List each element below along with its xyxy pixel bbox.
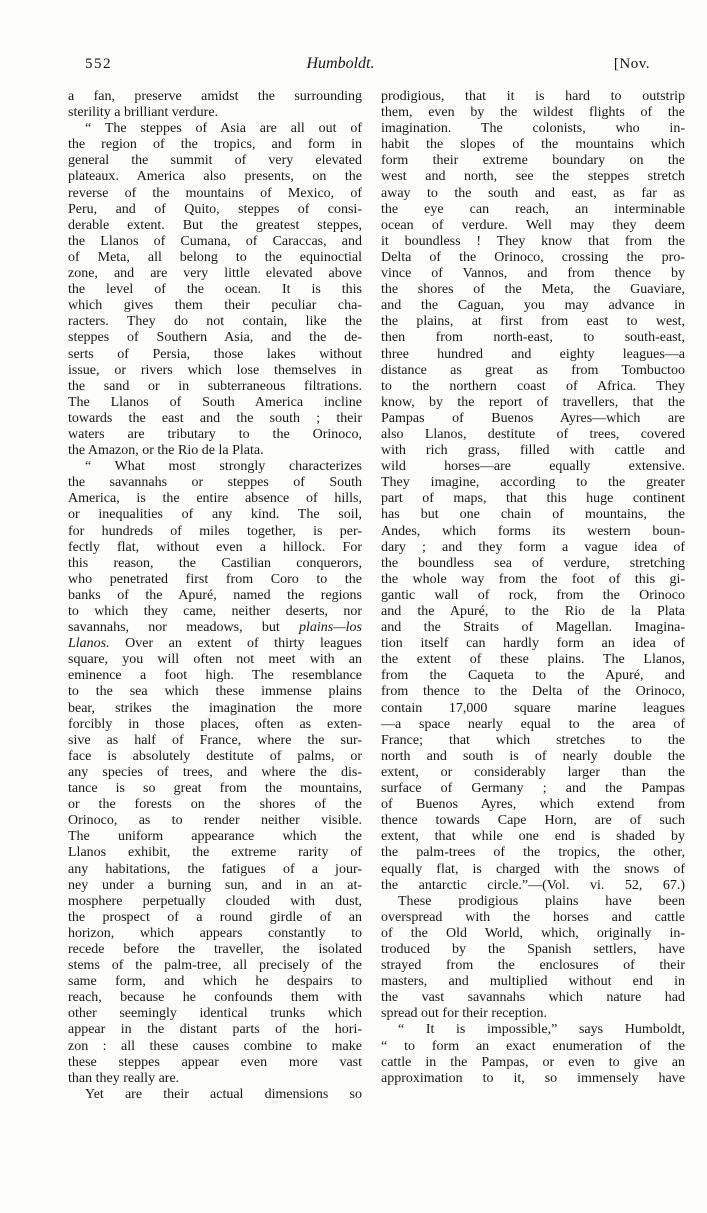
text-line: them, even by the wildest flights of the — [381, 105, 685, 121]
text-line: stems of the palm-tree, all precisely of the — [68, 958, 362, 974]
text-line: the extent of these plains. The Llanos, — [381, 652, 685, 668]
text-line: and the Straits of Magellan. Imagina- — [381, 620, 685, 636]
text-line: the whole way from the foot of this gi- — [381, 571, 685, 587]
page-number: 552 — [85, 56, 112, 72]
text-line: sive as half of France, where the sur- — [68, 732, 362, 748]
text-line: Yet are their actual dimensions so — [85, 1086, 362, 1102]
text-line: distance as great as from Tombuctoo — [381, 362, 685, 378]
text-line: recede before the traveller, the isolated — [68, 941, 362, 957]
text-line: away to the south and east, as far as — [381, 185, 685, 201]
text-line: has but one chain of mountains, the — [381, 507, 685, 523]
text-line: same form, and which he despairs to — [68, 974, 362, 990]
text-line: “ It is impossible,” says Humboldt, — [398, 1022, 685, 1038]
issue-label: [Nov. — [613, 56, 650, 72]
text-line: for hundreds of miles together, is per- — [68, 523, 362, 539]
text-line: bear, strikes the imagination the more — [68, 700, 362, 716]
text-line: Andes, which forms its western boun- — [381, 523, 685, 539]
text-line: Pampas of Buenos Ayres—which are — [381, 410, 685, 426]
text-line: with rich grass, filled with cattle and — [381, 443, 685, 459]
text-line: to the sea which these immense plains — [68, 684, 362, 700]
right-column — [381, 89, 685, 1103]
text-line: “ to form an exact enumeration of the — [381, 1038, 685, 1054]
text-line: the vast savannahs which nature had — [381, 990, 685, 1006]
text-line: Delta of the Orinoco, crossing the pro- — [381, 249, 685, 265]
text-line: ney under a burning sun, and in an at- — [68, 877, 362, 893]
text-line: three hundred and eighty leagues—a — [381, 346, 685, 362]
text-line: sterility a brilliant verdure. — [68, 105, 219, 121]
text-line: tion itself can hardly form an idea of — [381, 636, 685, 652]
text-line: The Llanos of South America incline — [68, 394, 362, 410]
text-line: eminence a foot high. The resemblance — [68, 668, 362, 684]
text-line: troduced by the Spanish settlers, have — [381, 941, 685, 957]
text-line: derable extent. But the greatest steppes, — [68, 217, 362, 233]
text-line: thence towards Cape Horn, are of such — [381, 813, 685, 829]
text-line: overspread with the horses and cattle — [381, 909, 685, 925]
text-line: the region of the tropics, and form in — [68, 137, 362, 153]
text-line: tance is so great from the mountains, — [68, 781, 362, 797]
text-line: extent, that while one end is shaded by — [381, 829, 685, 845]
page-header — [0, 0, 707, 72]
text-line: France; that which stretches to the — [381, 732, 685, 748]
text-line: the Amazon, or the Rio de la Plata. — [68, 443, 264, 459]
text-line: They imagine, according to the greater — [381, 475, 685, 491]
text-line: to the northern coast of Africa. They — [381, 378, 685, 394]
text-line: the boundless sea of verdure, stretching — [381, 555, 685, 571]
text-line: than they really are. — [68, 1070, 180, 1086]
text-line: the sand or in subterraneous filtrations. — [68, 378, 362, 394]
text-line: extent, or considerably larger than the — [381, 764, 685, 780]
running-title: Humboldt. — [306, 55, 375, 72]
text-line: the level of the ocean. It is this — [68, 282, 362, 298]
text-line: the prospect of a round girdle of an — [68, 909, 362, 925]
text-line: the antarctic circle.”—(Vol. vi. 52, 67.) — [381, 877, 685, 893]
text-line: which gives them their peculiar cha- — [68, 298, 362, 314]
text-line: of the Old World, which, originally in- — [381, 925, 685, 941]
text-line: habit the slopes of the mountains which — [381, 137, 685, 153]
text-line: or the forests on the shores of the — [68, 797, 362, 813]
text-line: spread out for their reception. — [381, 1006, 547, 1022]
text-line: this reason, the Castilian conquerors, — [68, 555, 362, 571]
text-line: who penetrated first from Coro to the — [68, 571, 362, 587]
text-line: also Llanos, destitute of trees, covered — [381, 426, 685, 442]
text-line: and the Caguan, you may advance in — [381, 298, 685, 314]
text-line: dary ; and they form a vague idea of — [381, 539, 685, 555]
text-line: square, you will often not meet with an — [68, 652, 362, 668]
left-column — [68, 89, 362, 1103]
text-line: face is absolutely destitute of palms, or — [68, 748, 362, 764]
text-line: The uniform appearance which the — [68, 829, 362, 845]
text-columns — [68, 89, 685, 1103]
text-line: waters are tributary to the Orinoco, — [68, 426, 362, 442]
text-line: then from north-east, to south-east, — [381, 330, 685, 346]
text-line: or inequalities of any kind. The soil, — [68, 507, 362, 523]
text-line: Peru, and of Quito, steppes of consi- — [68, 201, 362, 217]
text-line: from thence to the Delta of the Orinoco, — [381, 684, 685, 700]
text-line: Llanos exhibit, the extreme rarity of — [68, 845, 362, 861]
text-line: of Meta, all belong to the equinoctial — [68, 249, 362, 265]
text-line: “ The steppes of Asia are all out of — [85, 121, 362, 137]
text-line: and the Apuré, to the Rio de la Plata — [381, 604, 685, 619]
text-line: the plains, at first from east to west, — [381, 314, 685, 330]
text-line: fectly flat, without even a hillock. For — [68, 539, 362, 555]
text-line: serts of Persia, those lakes without — [68, 346, 362, 362]
text-line: prodigious, that it is hard to outstrip — [381, 89, 685, 104]
text-line: to which they came, neither deserts, nor — [68, 604, 362, 619]
text-line: towards the east and the south ; their — [68, 410, 362, 426]
text-line: “ What most strongly characterizes — [85, 459, 362, 475]
text-line: approximation to it, so immensely have — [381, 1070, 685, 1086]
text-line: general the summit of very elevated — [68, 153, 362, 169]
text-line: America, is the entire absence of hills, — [68, 491, 362, 507]
text-line: surface of Germany ; and the Pampas — [381, 781, 685, 797]
text-line: cattle in the Pampas, or even to give an — [381, 1054, 685, 1070]
text-line: the palm-trees of the tropics, the other, — [381, 845, 685, 861]
text-line: a fan, preserve amidst the surrounding — [68, 89, 362, 104]
text-line: reverse of the mountains of Mexico, of — [68, 185, 362, 201]
text-line: the Llanos of Cumana, of Caraccas, and — [68, 233, 362, 249]
text-line: savannahs, nor meadows, but plains—los — [68, 620, 362, 636]
text-line: horizon, which appears constantly to — [68, 925, 362, 941]
text-line: know, by the report of travellers, that the — [381, 394, 685, 410]
text-line: Orinoco, as to render neither visible. — [68, 813, 362, 829]
text-line: imagination. The colonists, who in- — [381, 121, 685, 137]
text-line: wild horses—are equally extensive. — [381, 459, 685, 475]
text-line: issue, or rivers which lose themselves in — [68, 362, 362, 378]
text-line: part of maps, that this huge continent — [381, 491, 685, 507]
text-line: the shores of the Meta, the Guaviare, — [381, 282, 685, 298]
text-line: it boundless ! They know that from the — [381, 233, 685, 249]
text-line: form their extreme boundary on the — [381, 153, 685, 169]
text-line: These prodigious plains have been — [398, 893, 685, 909]
text-line: —a space nearly equal to the area of — [381, 716, 685, 732]
text-line: ocean of verdure. Well may they deem — [381, 217, 685, 233]
text-line: banks of the Apuré, named the regions — [68, 587, 362, 603]
text-line: steppes of Southern Asia, and the de- — [68, 330, 362, 346]
text-line: any species of trees, and where the dis- — [68, 764, 362, 780]
text-line: north and south is of nearly double the — [381, 748, 685, 764]
text-line: contain 17,000 square marine leagues — [381, 700, 685, 716]
text-line: reach, because he confounds them with — [68, 990, 362, 1006]
text-line: the savannahs or steppes of South — [68, 475, 362, 491]
text-line: racters. They do not contain, like the — [68, 314, 362, 330]
text-line: from the Caqueta to the Apuré, and — [381, 668, 685, 684]
text-line: zon : all these causes combine to make — [68, 1038, 362, 1054]
text-line: any habitations, the fatigues of a jour- — [68, 861, 362, 877]
text-line: of Buenos Ayres, which extend from — [381, 797, 685, 813]
text-line: strayed from the enclosures of their — [381, 958, 685, 974]
text-line: equally flat, is charged with the snows of — [381, 861, 685, 877]
text-line: appear in the distant parts of the hori- — [68, 1022, 362, 1038]
text-line: plateaux. America also presents, on the — [68, 169, 362, 185]
text-line: west and north, see the steppes stretch — [381, 169, 685, 185]
text-line: masters, and multiplied without end in — [381, 974, 685, 990]
text-line: Llanos. Over an extent of thirty leagues — [68, 636, 362, 652]
text-line: mosphere perpetually clouded with dust, — [68, 893, 362, 909]
text-line: gantic wall of rock, from the Orinoco — [381, 587, 685, 603]
text-line: forcibly in those places, often as exten- — [68, 716, 362, 732]
text-line: zone, and are very little elevated above — [68, 266, 362, 282]
text-line: other seemingly identical trunks which — [68, 1006, 362, 1022]
text-line: the eye can reach, an interminable — [381, 201, 685, 217]
text-line: these steppes appear even more vast — [68, 1054, 362, 1070]
text-line: vince of Vannos, and from thence by — [381, 266, 685, 282]
